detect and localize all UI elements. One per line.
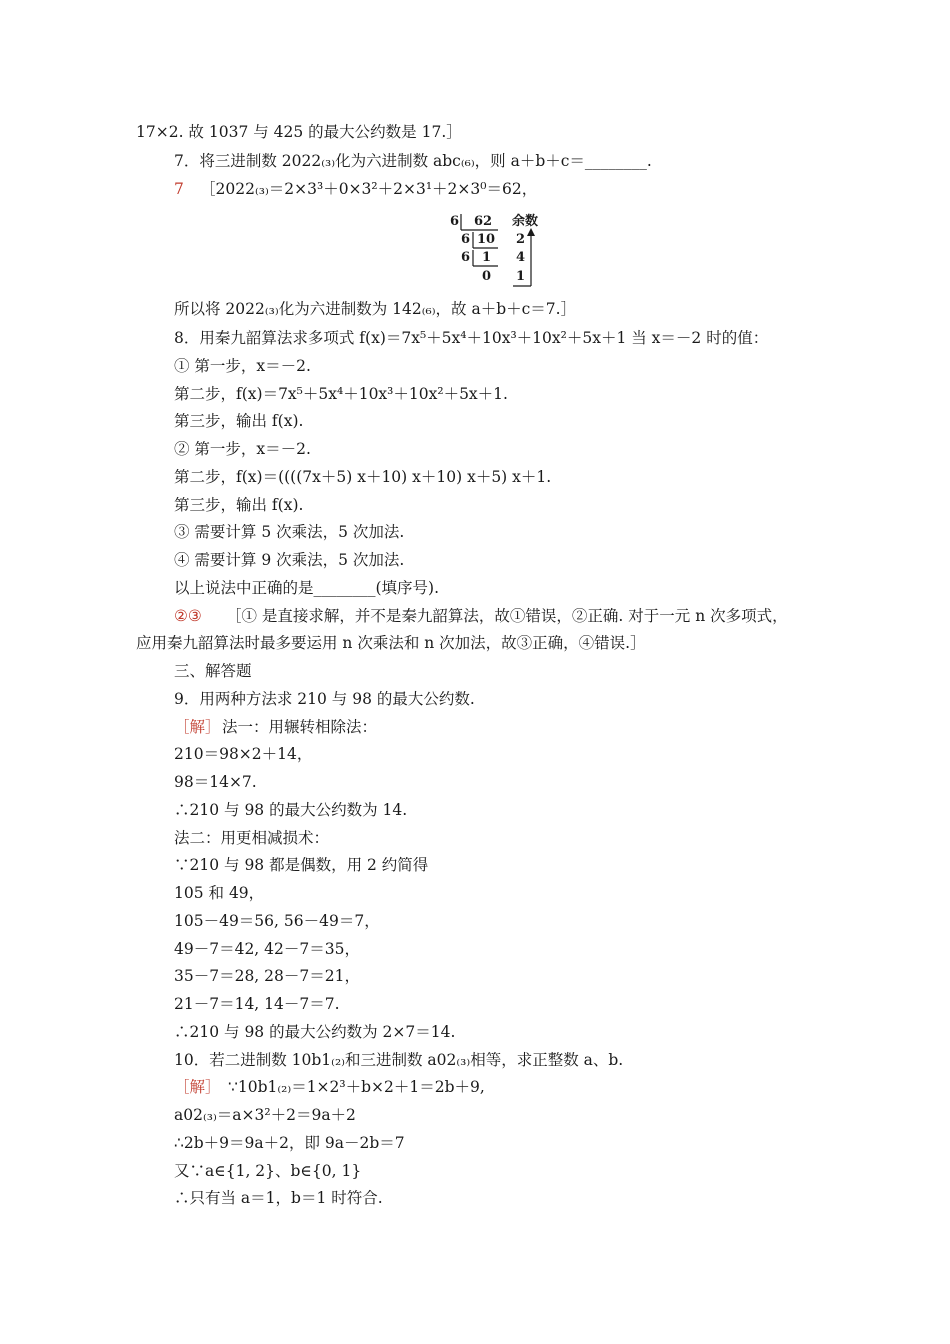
remainder: 1 <box>516 269 526 284</box>
question-8: 8．用秦九韶算法求多项式 f(x)＝7x⁵＋5x⁴＋10x³＋10x²＋5x＋1 当 x＝－2 时的值： <box>174 329 769 347</box>
text-line: 35－7＝28, 28－7＝21， <box>174 967 360 985</box>
text-line: ① 第一步，x＝－2. <box>174 357 311 375</box>
text-line: ∴210 与 98 的最大公约数为 14. <box>174 801 408 819</box>
text-line: ∵10b1₍₂₎＝1×2³＋b×2＋1＝2b＋9, <box>228 1078 485 1096</box>
solution-7: ［2022₍₃₎＝2×3³＋0×3²＋2×3¹＋2×3⁰＝62， <box>200 180 538 198</box>
quotient: 10 <box>477 232 496 247</box>
divisor: 6 <box>461 232 471 247</box>
section-title: 三、解答题 <box>174 662 252 680</box>
text-line: ∴只有当 a＝1，b＝1 时符合. <box>174 1189 383 1207</box>
text-line: ④ 需要计算 9 次乘法，5 次加法. <box>174 551 405 569</box>
quotient: 0 <box>482 269 492 284</box>
text-line: 法二：用更相减损术： <box>174 829 330 847</box>
question-7: 7．将三进制数 2022₍₃₎化为六进制数 abc₍₆₎，则 a＋b＋c＝________. <box>174 152 652 170</box>
quotient: 1 <box>482 250 492 265</box>
text-line: ∴210 与 98 的最大公约数为 2×7＝14. <box>174 1023 456 1041</box>
solution-tag: ［解］ <box>174 1078 221 1096</box>
text-line: a02₍₃₎＝a×3²＋2＝9a＋2 <box>174 1106 356 1124</box>
divisor: 6 <box>450 214 460 229</box>
text-line: 第三步，输出 f(x). <box>174 412 304 430</box>
text-line: 210＝98×2＋14， <box>174 745 313 763</box>
text-line: 49－7＝42, 42－7＝35， <box>174 940 360 958</box>
text-line: 第二步，f(x)＝7x⁵＋5x⁴＋10x³＋10x²＋5x＋1. <box>174 385 508 403</box>
text-line: 第二步，f(x)＝((((7x＋5) x＋10) x＋10) x＋5) x＋1. <box>174 468 552 486</box>
divisor: 6 <box>461 250 471 265</box>
solution-8-cont: 应用秦九韶算法时最多要运用 n 次乘法和 n 次加法，故③正确，④错误.］ <box>136 634 646 652</box>
text-line: 第三步，输出 f(x). <box>174 496 304 514</box>
text-line: ② 第一步，x＝－2. <box>174 440 311 458</box>
remainder: 4 <box>516 250 526 265</box>
remainder: 2 <box>516 232 526 247</box>
text-line: 法一：用辗转相除法： <box>222 718 378 736</box>
question-9: 9．用两种方法求 210 与 98 的最大公约数. <box>174 690 475 708</box>
text-line: 21－7＝14, 14－7＝7. <box>174 995 340 1013</box>
text-line: ③ 需要计算 5 次乘法，5 次加法. <box>174 523 405 541</box>
answer-7: 7 <box>174 180 184 198</box>
text-line: 又∵a∈{1, 2}、b∈{0, 1} <box>174 1162 362 1180</box>
text-line: ∵210 与 98 都是偶数，用 2 约简得 <box>174 856 429 874</box>
remainder-header: 余数 <box>512 214 539 229</box>
text-line: 105－49＝56, 56－49＝7， <box>174 912 380 930</box>
text-line: ∴2b＋9＝9a＋2，即 9a－2b＝7 <box>174 1134 405 1152</box>
text-line: 17×2. 故 1037 与 425 的最大公约数是 17.］ <box>136 123 462 141</box>
solution-tag: ［解］ <box>174 718 221 736</box>
answer-8: ②③ <box>174 607 202 625</box>
quotient: 62 <box>474 214 493 229</box>
conclusion-7: 所以将 2022₍₃₎化为六进制数为 142₍₆₎，故 a＋b＋c＝7.］ <box>174 300 577 318</box>
short-division-diagram <box>446 212 576 290</box>
solution-8: ［① 是直接求解，并不是秦九韶算法，故①错误，②正确. 对于一元 n 次多项式， <box>226 607 788 625</box>
text-line: 以上说法中正确的是________(填序号). <box>174 579 440 597</box>
text-line: 98＝14×7. <box>174 773 257 791</box>
text-line: 105 和 49， <box>174 884 265 902</box>
question-10: 10．若二进制数 10b1₍₂₎和三进制数 a02₍₃₎相等，求正整数 a、b. <box>174 1051 624 1069</box>
